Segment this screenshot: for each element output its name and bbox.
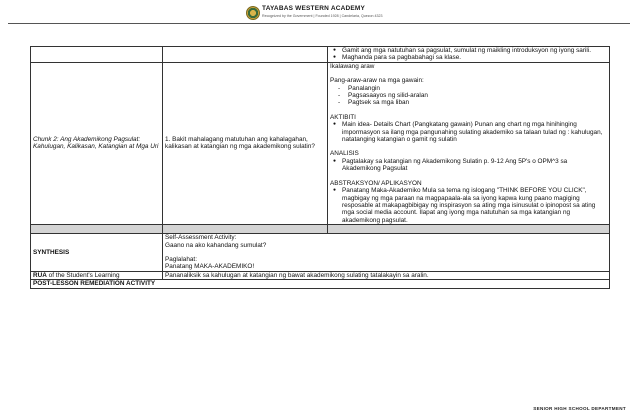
analisis-list (330, 158, 607, 173)
list-item: - Pagsasaayos ng silid-aralan (348, 92, 607, 99)
top-cell-activities (328, 47, 610, 63)
activity-title: Self-Assessment Activity: (165, 234, 237, 242)
lesson-plan-table (30, 46, 610, 289)
list-item: - Panalangin (348, 85, 607, 92)
page-header (0, 4, 638, 24)
paglalahat-label: Paglalahat: (165, 255, 197, 263)
school-name: TAYABAS WESTERN ACADEMY (262, 5, 366, 12)
top-cell-empty-2 (163, 47, 328, 63)
routine-heading: Pang-araw-araw na mga gawain: (330, 77, 424, 85)
list-item: ● Panatang Maka-Akademiko Mula sa tema ng islogang "THINK BEFORE YOU CLICK", magbigay ng mga paraan na magpapaala-ala sa iyong kapwa kung paano magiging resposable at makapagbibigay ng inspirasyon sa ating mga isinusulat o ipinopost sa ating mga social media account. Ilapat ang iyong mga natutuhan sa mga katangian ng akademikong pagsulat. (342, 187, 607, 224)
top-bullet-list (330, 47, 607, 62)
day-label: Ikalawang araw (330, 62, 375, 70)
aktibiti-list (330, 121, 607, 143)
table-row-synthesis (31, 234, 610, 272)
aktibiti-heading: AKTIBITI (330, 113, 356, 121)
guide-question: 1. Bakit mahalagang matutuhan ang kahalagahan, kalikasan at katangian ng mga akademikong sulatin? (163, 62, 328, 224)
table-row-chunk (31, 62, 610, 224)
routine-list (330, 85, 607, 107)
list-item: ● Pagtalakay sa katangian ng Akademikong Sulatin p. 9-12 Ang 5P's o OPM^3 sa Akademikong Pagsulat (342, 158, 607, 173)
rua-label (31, 271, 163, 279)
chunk-activities-cell (328, 62, 610, 224)
school-subtitle: Recognized by the Government | Founded 1928 | Candelaria, Quezon 4323 (262, 14, 383, 18)
remediation-label: POST-LESSON REMEDIATION ACTIVITY (31, 280, 610, 288)
header-divider (8, 23, 630, 24)
table-row-top (31, 47, 610, 63)
gray-separator-row (31, 225, 610, 234)
chunk-title: Chunk 2: Ang Akademikong Pagsulat: Kahulugan, Kalikasan, Katangian at Mga Uri (31, 62, 163, 224)
department-footer: SENIOR HIGH SCHOOL DEPARTMENT (533, 406, 626, 411)
synthesis-content (163, 234, 610, 272)
table-row-rua (31, 271, 610, 279)
analisis-heading: ANALISIS (330, 150, 359, 158)
paglalahat-text: Panatang MAKA-AKADEMIKO! (165, 263, 255, 271)
list-item: ● Maghanda para sa pagbabahagi sa klase. (342, 54, 607, 61)
abstraksyon-heading: ABSTRAKSYON/ APLIKASYON (330, 179, 422, 187)
rua-label-rest: of the Student's Learning (46, 271, 120, 279)
list-item: ● Main idea- Details Chart (Pangkatang gawain) Punan ang chart ng mga hinihinging impormasyon sa ilang mga pangunahing sulating akademiko sa talaan tulad ng : kahulugan, natatanging katangian o gamit ng sulatin (342, 121, 607, 143)
rua-text: Pananaliksik sa kahulugan at katangian ng bawat akademikong sulating tatalakayin sa aralin. (163, 271, 610, 279)
abstraksyon-list (330, 187, 607, 224)
activity-question: Gaano na ako kahandang sumulat? (165, 241, 267, 249)
rua-label-bold: RUA (33, 271, 47, 279)
list-item: ● Gamit ang mga natutuhan sa pagsulat, sumulat ng maikling introduksyon ng iyong sarili. (342, 47, 607, 54)
top-cell-empty-1 (31, 47, 163, 63)
synthesis-label: SYNTHESIS (31, 234, 163, 272)
list-item: - Pagtsek sa mga liban (348, 99, 607, 106)
school-seal-icon (246, 6, 260, 20)
table-row-remediation (31, 280, 610, 288)
